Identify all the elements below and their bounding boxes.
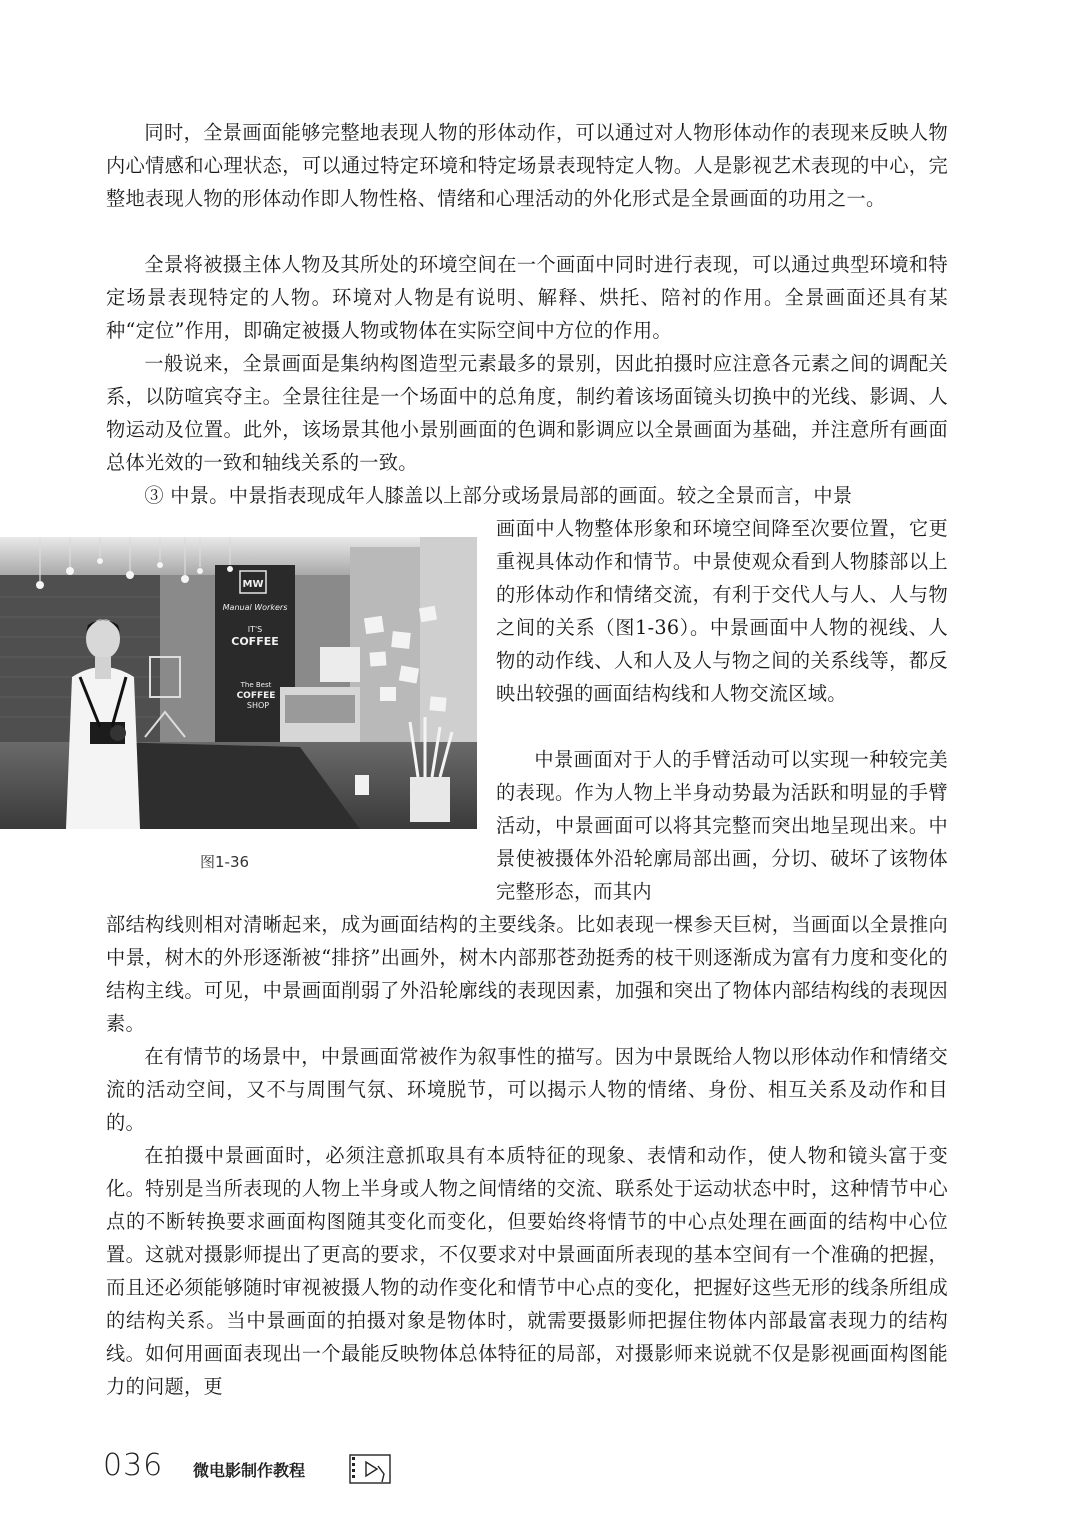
figure-photo: [0, 537, 477, 829]
paragraph-6: 在有情节的场景中，中景画面常被作为叙事性的描写。因为中景既给人物以形体动作和情绪交流的活动空间，又不与周围气氛、环境脱节，可以揭示人物的情绪、身份、相互关系及动作和目的。: [106, 1045, 948, 1134]
sign-mw: MW: [242, 579, 264, 590]
paragraph-5: 中景画面对于人的手臂活动可以实现一种较完美的表现。作为人物上半身动势最为活跃和明显的手臂活动，中景画面可以将其完整而突出地呈现出来。中景使被摄体外沿轮廓局部出画，分切、破坏了该物体完整形态，而其内: [496, 748, 948, 903]
figure-caption: 图1-36: [200, 853, 250, 871]
paragraph-5-continued: 部结构线则相对清晰起来，成为画面结构的主要线条。比如表现一棵参天巨树，当画面以全景推向中景，树木的外形逐渐被“排挤”出画外，树木内部那苍劲挺秀的枝干则逐渐成为富有力度和变化的结构主线。可见，中景画面削弱了外沿轮廓线的表现因素，加强和突出了物体内部结构线的表现因素。: [106, 913, 948, 1035]
paragraph-4-wrap: 画面中人物整体形象和环境空间降至次要位置，它更重视具体动作和情节。中景使观众看到人物膝部以上的形体动作和情绪交流，有利于交代人与人、人与物之间的关系（图1-36）。中景画面中人物的视线、人物的动作线、人和人及人与物之间的关系线等，都反映出较强的画面结构线和人物交流区域。: [496, 517, 948, 705]
paragraph-7: 在拍摄中景画面时，必须注意抓取具有本质特征的现象、表情和动作，使人物和镜头富于变化。特别是当所表现的人物上半身或人物之间情绪的交流、联系处于运动状态中时，这种情节中心点的不断转换要求画面构图随其变化而变化，但要始终将情节的中心点处理在画面的结构中心位置。这就对摄影师提出了更高的要求，不仅要求对中景画面所表现的基本空间有一个准确的把握，而且还必须能够随时审视被摄人物的动作变化和情节中心点的变化，把握好这些无形的线条所组成的结构关系。当中景画面的拍摄对象是物体时，就需要摄影师把握住物体内部最富表现力的结构线。如何用画面表现出一个最能反映物体总体特征的局部，对摄影师来说就不仅是影视画面构图能力的问题，更: [106, 1144, 948, 1398]
sign-its: IT'S: [247, 625, 263, 634]
paragraph-4-start: ③ 中景。中景指表现成年人膝盖以上部分或场景局部的画面。较之全景而言，中景: [144, 484, 853, 507]
film-play-icon: [348, 1452, 396, 1486]
sign-shop: SHOP: [246, 701, 270, 710]
sign-coffee-2: COFFEE: [236, 691, 276, 701]
sign-coffee: COFFEE: [231, 635, 279, 648]
page-number: 036: [103, 1448, 164, 1483]
sign-manual-workers: Manual Workers: [222, 603, 288, 612]
cafe-photo: [0, 537, 477, 829]
paragraph-1: 同时，全景画面能够完整地表现人物的形体动作，可以通过对人物形体动作的表现来反映人物内心情感和心理状态，可以通过特定环境和特定场景表现特定人物。人是影视艺术表现的中心，完整地表现人物的形体动作即人物性格、情绪和心理活动的外化形式是全景画面的功用之一。: [106, 121, 948, 210]
sign-the-best: The Best: [240, 681, 272, 689]
book-title: 微电影制作教程: [193, 1461, 306, 1480]
paragraph-2: 全景将被摄主体人物及其所处的环境空间在一个画面中同时进行表现，可以通过典型环境和特定场景表现特定的人物。环境对人物是有说明、解释、烘托、陪衬的作用。全景画面还具有某种“定位”作用，即确定被摄人物或物体在实际空间中方位的作用。: [106, 253, 948, 342]
paragraph-3: 一般说来，全景画面是集纳构图造型元素最多的景别，因此拍摄时应注意各元素之间的调配关系，以防喧宾夺主。全景往往是一个场面中的总角度，制约着该场面镜头切换中的光线、影调、人物运动及位置。此外，该场景其他小景别画面的色调和影调应以全景画面为基础，并注意所有画面总体光效的一致和轴线关系的一致。: [106, 352, 948, 474]
